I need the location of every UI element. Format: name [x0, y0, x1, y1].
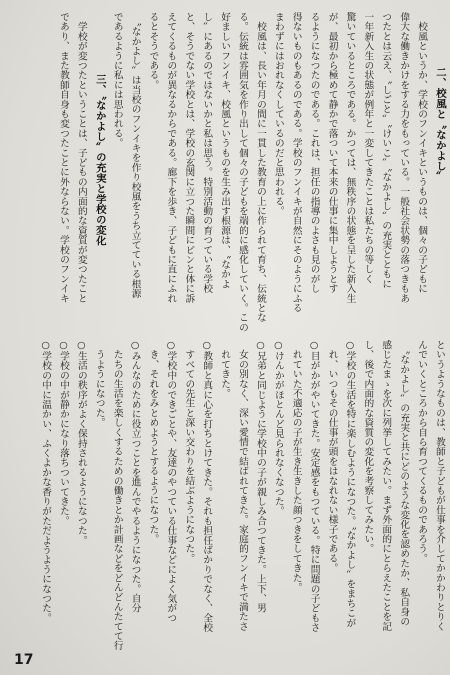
list-item: ○学校の中に温かい、ふくよかな香りがただようようになつた。	[40, 340, 52, 623]
list-item-continuation: れていた不適応の子が生き生きした顔つきをしてきた。	[290, 340, 302, 593]
text-column: し、後で内面的な資質の変化を考察してみたい。	[362, 340, 374, 554]
list-item-continuation: すべての先生と深い交わりを結ぶようになつた。	[183, 340, 195, 564]
text-column: と、そうでない学校とは、学校の玄関に立つた瞬間にピンと体に訴	[183, 12, 195, 303]
upper-text-block	[54, 12, 448, 334]
text-column: るようになつたのである。これは、担任の指導のよさも見のがし	[308, 12, 320, 294]
list-item-continuation: 女の別なく、深い愛情で結ばれてきた。家庭的フンイキで満たさ	[237, 340, 249, 631]
text-column: であるように私には思われる。	[111, 12, 123, 148]
list-item-continuation: たちの生活を楽しくするための働きとか計画などをどんどんたてて行	[111, 340, 123, 651]
text-column: んでいくところから自ら育つてくるものであろう。	[416, 340, 428, 564]
text-column: 好ましいフンイキ、校風というものを生み出す根源は、〝なかよ	[219, 12, 231, 289]
list-item: ○兄弟と同じように学校中の子が親しみ合つてきた。上下、男	[254, 340, 266, 613]
text-column: 驚いているところである。かつては、無秩序の状態を呈した新入生	[344, 12, 356, 303]
text-column: つたとは云え、〝しごと〟〝けいこ〟〝なかよし〟の充実とともに	[380, 12, 392, 289]
text-column: 一年新入生の状態が例年と一変してきたことは私たちの等しく	[362, 12, 374, 284]
list-item-continuation: れてきた。	[219, 340, 231, 399]
list-item: ○学校中のできごとや、友達のやつている仕事などによく気がつ	[165, 340, 177, 623]
text-column: 得ないものもあるのである。学校のフンイキが自然にそのようにふる	[290, 12, 302, 313]
text-column: 偉大な働きかけをする力をもっている。一般社会状勢の落つきもあ	[398, 12, 410, 303]
list-item-continuation: れ、いつもその仕事が頭をはなれない様子である。	[326, 340, 338, 573]
text-column: 学校が変つたということは、子どもの内面的な資質が変つたこと	[75, 12, 87, 303]
text-column: 感じたまゝを次に列挙してみたい。まず外面的にとらえたことを記	[380, 340, 392, 631]
lower-text-block	[36, 340, 448, 662]
text-column: る。伝統は雰囲気を作り出して個々の子どもを端的に感化していく。この	[237, 12, 249, 333]
section-heading: 二、校風と〝なかよし〟	[434, 67, 446, 182]
list-item: ○みんなのために役立つことを進んでやるようになつた。自分	[129, 340, 141, 613]
text-column: 校風は、長い年月の間に一貫した教育の上に作られて育ち、伝統とな	[254, 12, 266, 323]
list-item: ○けんかがほとんど見られなくなつた。	[272, 340, 284, 516]
text-column: であり、また教師自身も変つたことに外ならない。学校のフンイキ	[57, 12, 69, 303]
section-heading: 三、〝なかよし〟の充実と学校の変化	[93, 74, 106, 246]
list-item: ○教師と真に心を打ちとけてきた。それも担任ばかりでなく、全校	[201, 340, 213, 633]
list-item: ○学校の中が静かになり落ちついてきた。	[57, 340, 69, 526]
text-column: し〟にあるのではないかと私は思う。特別活動の育つている学校	[201, 12, 213, 294]
page-number: 17	[14, 652, 34, 668]
text-column: 〝なかよし〟の充実と共にどのような変化を認めたか、私自身の	[398, 340, 410, 627]
text-column: が、最初から極めて静かで落ついて本来の仕事に集中しようとす	[326, 12, 338, 294]
list-item-continuation: き、それをみとめようとするようになつた。	[147, 340, 159, 544]
text-column: というようなものは、教師と子どもが仕事を介してかかわりとりく	[434, 340, 445, 631]
text-column: 校風というか、学校のフンイキというものは、個々の子どもに	[416, 12, 428, 294]
list-item: ○生活の秩序がよく保持されるようになつた。	[75, 340, 87, 545]
list-item-continuation: うようになつた。	[93, 340, 105, 428]
text-column: えてくるものが異なるからである。廊下を歩き、子どもに直にふれ	[165, 12, 177, 303]
list-item: ○目がかがやいてきた。安定感をもつている。特に問題の子どもさ	[308, 340, 320, 633]
list-item: ○学校の生活を特に楽しむようになつた。〝なかよし〟をまちこが	[344, 340, 356, 628]
text-column: まわずにはおれなくしているのだと思われる。	[272, 12, 284, 216]
text-column: 〝なかよし〟は当校のフンイキを作り校風をうち立てている根源	[129, 12, 141, 299]
text-column: るとそうである。	[147, 12, 159, 90]
